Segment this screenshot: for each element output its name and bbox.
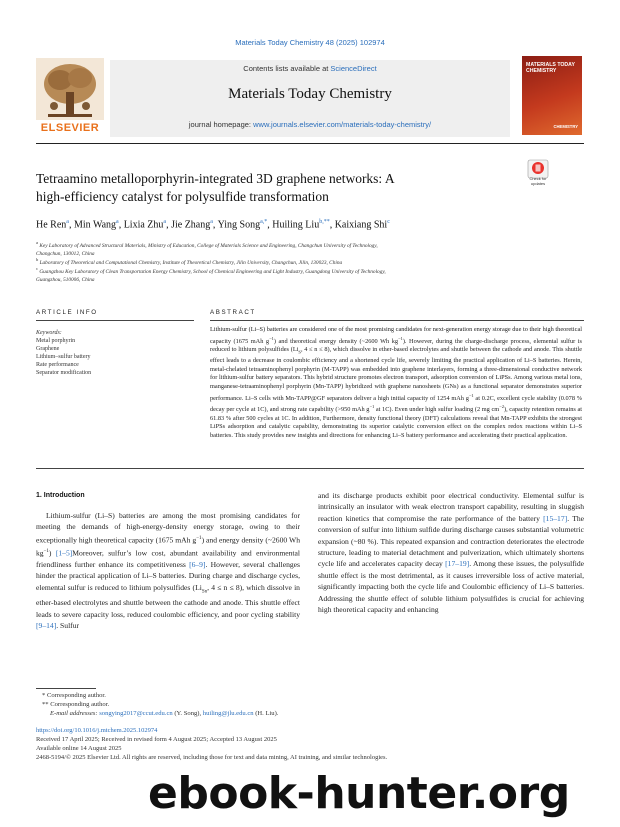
affiliation-text-cont: Changchun, 130012, China	[36, 250, 95, 257]
abstract-part: Lithium-sulfur (Li–S) batteries are considered one of the most promising candidates for next-generation energy storage due to their high theoretical capacity (1675 mAh g	[210, 326, 582, 345]
check-label-line-2: updates	[530, 181, 546, 186]
footnote-rule	[36, 688, 96, 689]
author-name[interactable]: Min Wang	[73, 219, 117, 231]
affiliation-text-cont: Guangzhou, 510006, China	[36, 276, 95, 283]
footnote-emails	[50, 710, 278, 717]
subscript: n	[204, 589, 208, 595]
author-list: He Ren$^a$, Min Wang$^a$, Lixia Zhu$^a$, Jie Zhang$^a$, Ying Song$^{a,*}$, Huiling Liu$^{b,**}$, Kaixiang Shi$^c$	[36, 219, 390, 231]
header-rule	[36, 143, 584, 144]
superscript: −1	[196, 535, 202, 541]
abstract-part: at 1C). Even under high sulfur loading (2 mg cm	[374, 406, 500, 414]
affiliation-text: Laboratory of Theoretical and Computational Chemistry, Institute of Theoretical Chemistry, Jilin University, Changchun, Jilin, 130023, China	[39, 259, 343, 266]
homepage-prefix: journal homepage:	[188, 120, 254, 129]
keyword-item: Separator modification	[36, 370, 92, 376]
intro-text: . However, several challenges hinder the practical application of Li–S batteries. During charge and discharge cycles, elemental sulfur is reduced to lithium polysulfides (Li	[36, 559, 300, 592]
author-affiliation-mark[interactable]: a	[210, 219, 213, 225]
article-info-heading: ARTICLE INFO	[36, 309, 98, 316]
keyword-item: Metal porphyrin	[36, 338, 76, 344]
available-online: Available online 14 August 2025	[36, 745, 122, 752]
check-for-updates-icon[interactable]	[521, 158, 555, 192]
superscript: −2	[499, 404, 504, 410]
intro-text: . Among these issues, the polysulfide shuttle effect is the most detrimental, as it causes irreversible loss of active material, significantly impacting both the cycle life and Coulombic efficiency of Li–S batteries. Addressing the shuttle effect of soluble lithium polysulfides is crucial for achieving high theoretical capacity and enhancing	[318, 559, 585, 615]
intro-text: , 4 ≤ n ≤ 8), which dissolve in ether-based electrolytes and shuttle between the cathode and anode. This shuttle effect leads to severe capacity loss, reduced coulombic efficiency, and poor cycling stability	[36, 582, 300, 619]
copyright-line: 2468-5194/© 2025 Elsevier Ltd. All rights are reserved, including those for text and data mining, AI training, and similar technologies.	[36, 754, 388, 761]
abstract-rule	[210, 320, 584, 321]
email-label: E-mail addresses:	[50, 710, 100, 717]
superscript: −1	[398, 335, 403, 341]
superscript: −1	[269, 335, 274, 341]
author-name[interactable]: Huiling Liu	[272, 219, 320, 231]
citation-link[interactable]: [15–17]	[543, 513, 568, 523]
abstract-part: ). However, during the charge-discharge process, elemental sulfur is reduced to lithium polysulfides (Li	[210, 337, 583, 354]
article-info-rule	[36, 320, 194, 321]
abstract-part: ) and theoretical energy density (~2600 Wh kg	[273, 337, 399, 345]
footnote-corresponding-1: * Corresponding author.	[42, 692, 106, 699]
author-name[interactable]: Lixia Zhu	[123, 219, 164, 231]
subscript: S	[201, 589, 205, 595]
superscript: −1	[468, 392, 474, 398]
affiliation-mark: b	[36, 257, 39, 262]
author-name[interactable]: Kaixiang Shi	[334, 219, 388, 231]
email-link[interactable]: huiling@jlu.edu.cn	[202, 710, 254, 717]
intro-text: ) and energy density (~2600 Wh kg	[36, 535, 300, 558]
contents-prefix: Contents lists available at	[243, 64, 331, 73]
author-name[interactable]: Jie Zhang	[171, 219, 211, 231]
author-name[interactable]: He Ren	[36, 219, 67, 231]
received-dates: Received 17 April 2025; Received in revised form 4 August 2025; Accepted 13 August 2025	[36, 736, 277, 743]
affiliation-c	[36, 265, 576, 284]
intro-text: and its discharge products exhibit poor electrical conductivity. Elemental sulfur is intrinsically an insulator with weak electron transport capability, resulting in sluggish reaction kinetics that compromise the rate performance of the battery	[318, 491, 584, 523]
journal-homepage	[110, 120, 510, 129]
contents-line	[110, 64, 510, 73]
elsevier-wordmark: ELSEVIER	[40, 122, 100, 134]
journal-name: Materials Today Chemistry	[228, 86, 392, 102]
abstract-text	[210, 326, 582, 441]
intro-text: )	[48, 548, 56, 558]
superscript: −1	[369, 404, 375, 410]
affiliation-mark: c	[36, 266, 38, 271]
author-affiliation-mark[interactable]: a	[66, 219, 69, 225]
footnote-corresponding-2: ** Corresponding author.	[42, 701, 110, 708]
citation-link[interactable]: [17–19]	[445, 559, 470, 569]
email-owner: (H. Liu).	[253, 710, 279, 717]
author-affiliation-mark[interactable]: b,**	[319, 219, 330, 225]
intro-text: Moreover, sulfur’s low cost, abundant availability and environmental friendliness further enhance its competitiveness	[36, 548, 300, 569]
abstract-heading: ABSTRACT	[210, 309, 256, 316]
email-owner: (Y. Song),	[172, 710, 203, 717]
sciencedirect-link[interactable]: ScienceDirect	[330, 64, 377, 73]
keyword-item: Lithium–sulfur battery	[36, 354, 91, 360]
author-affiliation-mark[interactable]: a,*	[260, 219, 268, 225]
author-affiliation-mark[interactable]: a	[116, 219, 119, 225]
affiliation-text: Key Laboratory of Advanced Structural Materials, Ministry of Education, College of Materials Science and Engineering, Changchun University of Technology,	[39, 242, 378, 249]
keyword-item: Graphene	[36, 346, 60, 352]
homepage-link[interactable]: www.journals.elsevier.com/materials-today-chemistry/	[253, 120, 432, 129]
cover-title: MATERIALS TODAY CHEMISTRY	[526, 62, 575, 74]
affiliation-mark: a	[36, 240, 38, 245]
title-line-2: high-efficiency catalyst for polysulfide transformation	[36, 189, 329, 204]
intro-paragraph-1	[36, 510, 300, 632]
author-affiliation-mark[interactable]: a	[163, 219, 167, 225]
doi-link[interactable]	[36, 727, 157, 734]
keyword-item: Rate performance	[36, 362, 79, 368]
affiliation-a	[36, 239, 576, 258]
citation-link[interactable]: [9–14]	[36, 621, 57, 631]
abstract-part: at 0.2C, excellent cycle stability (0.078 % decay per cycle at 1C), and strong rate capability (>950 mAh g	[210, 394, 582, 414]
superscript: −1	[43, 548, 49, 554]
intro-text: Lithium-sulfur (Li–S) batteries are among the most promising candidates for meeting the demands of high-energy-density energy storage, owing to their exceptionally high theoretical capacity (1675 mAh g	[36, 511, 300, 545]
cover-footer: CHEMISTRY	[553, 124, 578, 129]
intro-paragraph-2	[318, 490, 584, 615]
watermark-text: ebook-hunter.org	[148, 768, 570, 819]
journal-citation[interactable]: Materials Today Chemistry 48 (2025) 102974	[235, 38, 385, 47]
abstract-part: ), capacity retention remains at 61.83 % after 500 cycles at 1C. In addition, Furthermore, density functional theory (DFT) calculations reveal that Mn-TAPP exhibits the strongest LiPSs adsorption and catalytic capability, demonstrating its superior catalytic conversion effect on the complex redox reactions within Li–S batteries. This study provides new insights and directions for enhancing Li–S battery performance and accelerating their practical application.	[210, 406, 582, 440]
article-title	[36, 170, 516, 206]
author-affiliation-mark[interactable]: c	[387, 219, 390, 225]
intro-text: . The conversion of sulfur into lithium sulfide during discharge causes substantial volumetric expansion (~80 %). This repeated expansion and contraction deteriorates the electrode structure, leading to material detachment and pulverization, which ultimately shortens cycle life and accelerates capacity decay	[318, 513, 584, 569]
intro-text: . Sulfur	[56, 621, 80, 631]
abstract-part: , 4 ≤ n ≤ 8), which dissolve in ether-based electrolytes and shuttle between the cathode and anode. This shuttle effect leads to a decrease in coulombic efficiency and a shortened cycle life, severely limiting the practical application of Li–S batteries. Herein, metal-chelated tetraaminophenyl porphyrin (M-TAPP) was embedded into graphene interlayers, forming a three-dimensional conductive network for lithium-sulfur battery separators. This hybrid structure promotes electron transport, adsorption conversion of LiPSs. Among various metal ions, manganese-tetraaminophenyl porphyrin (Mn-TAPP) hybridized with graphene nanosheets (GNs) as a functional separator demonstrates superior performance. Li–S cells with Mn-TAPP@GF separators deliver a high initial capacity of 1254 mAh g	[210, 346, 582, 402]
doi-text[interactable]: https://doi.org/10.1016/j.mtchem.2025.102974	[36, 727, 158, 734]
subscript: S	[298, 349, 301, 355]
check-label-line-1: Check for	[529, 176, 547, 181]
intro-heading: 1. Introduction	[36, 492, 85, 499]
title-line-1: Tetraamino metalloporphyrin-integrated 3D graphene networks: A	[36, 171, 395, 186]
citation-link[interactable]: [1–5]	[55, 548, 73, 558]
affiliation-text: Guangzhou Key Laboratory of Clean Transportation Energy Chemistry, School of Chemical Engineering and Light Industry, Guangdong University of Technology,	[39, 268, 386, 275]
check-for-updates-label	[515, 176, 561, 186]
email-link[interactable]: songying2017@ccut.edu.cn	[99, 710, 173, 717]
citation-link[interactable]: [6–9]	[189, 559, 206, 569]
keywords-label: Keywords:	[36, 330, 62, 336]
author-name[interactable]: Ying Song	[217, 219, 261, 231]
abstract-bottom-rule	[36, 468, 584, 469]
